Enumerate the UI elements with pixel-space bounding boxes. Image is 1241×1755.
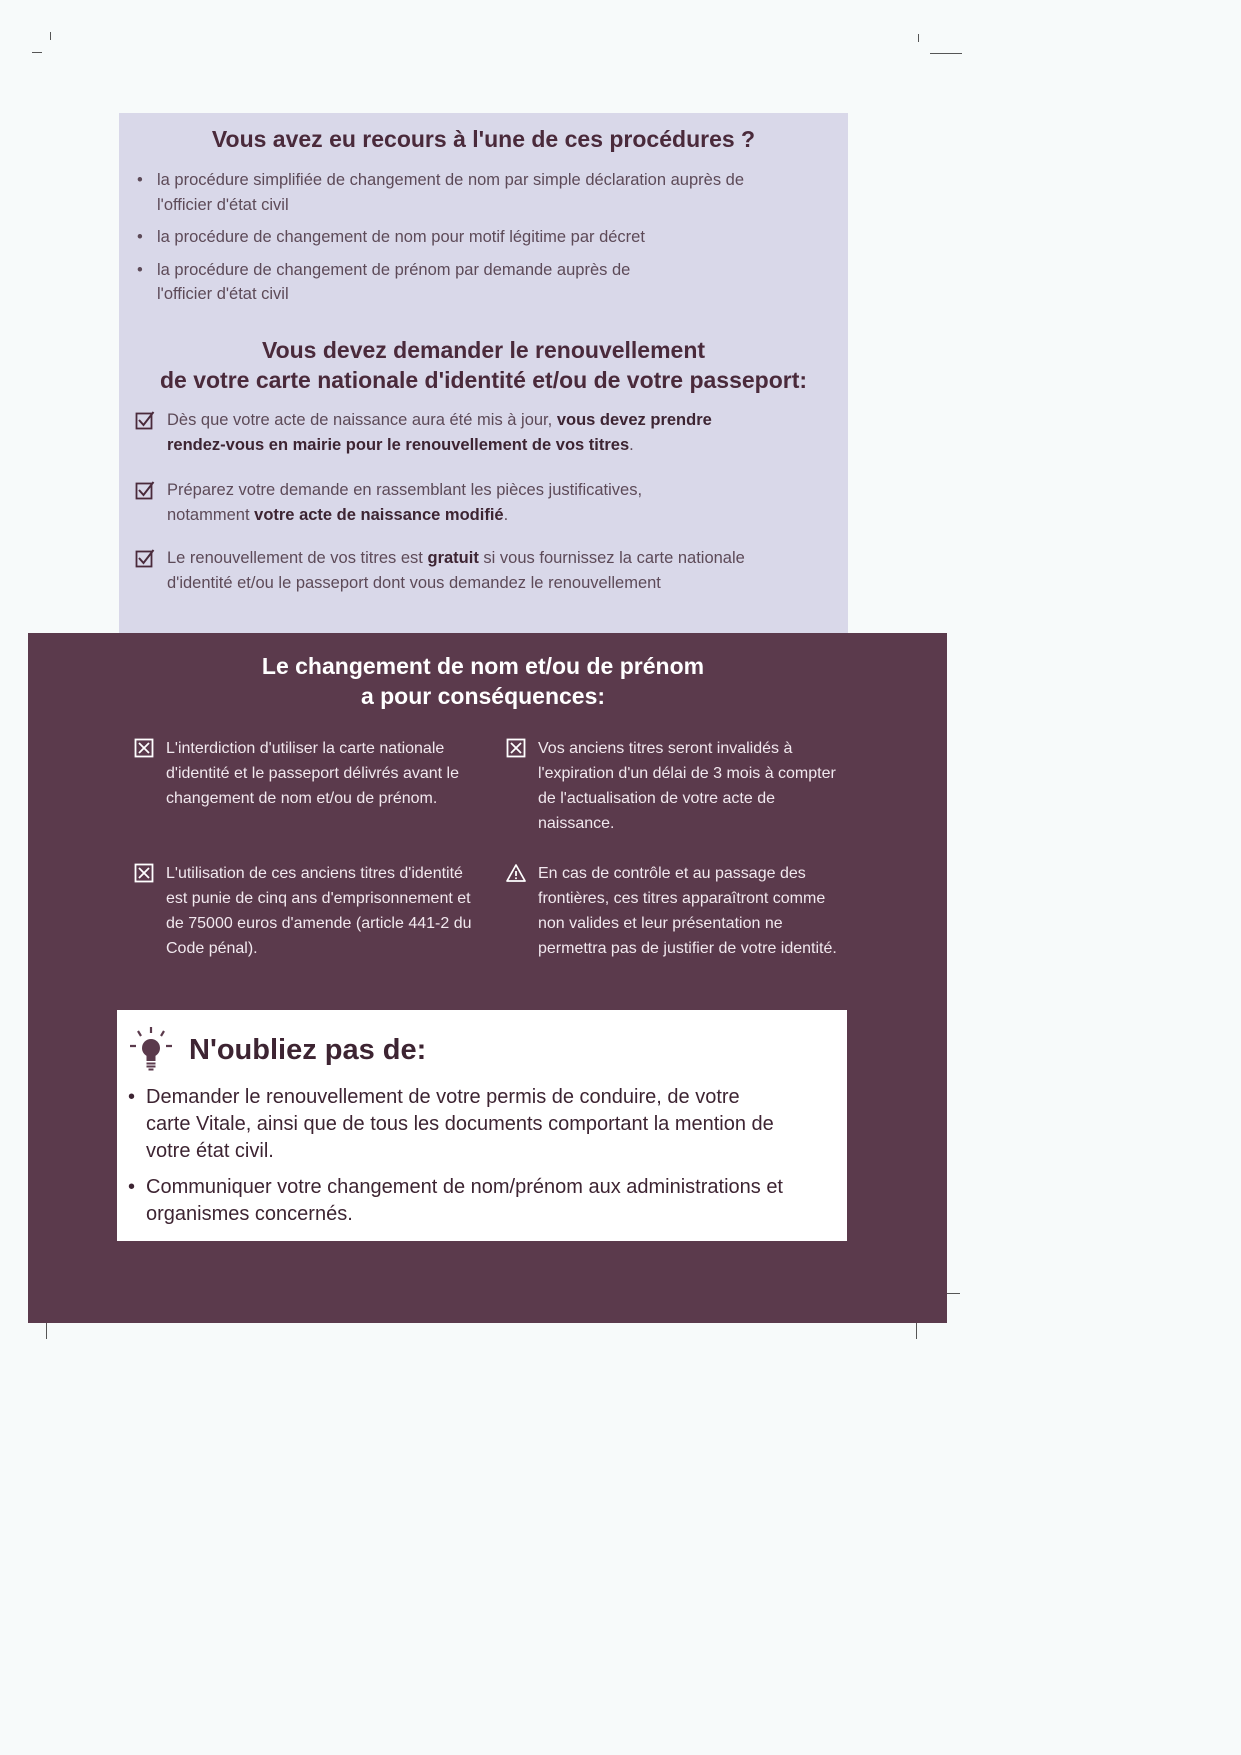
crop-mark <box>930 53 962 54</box>
consequences-title: Le changement de nom et/ou de prénom a pour conséquences: <box>261 653 705 709</box>
lightbulb-icon <box>126 1024 176 1074</box>
crop-mark <box>918 34 919 42</box>
list-item: • la procédure simplifiée de changement de nom par simple déclaration auprès de l'officier d'état civil <box>137 171 745 214</box>
crop-mark <box>50 32 51 40</box>
list-item: • la procédure de changement de prénom par demande auprès de l'officier d'état civil <box>137 260 631 303</box>
list-item: • la procédure de changement de nom pour motif légitime par décret <box>137 228 645 246</box>
checked-box-icon <box>135 480 155 500</box>
procedures-list <box>137 168 797 307</box>
checked-box-icon <box>135 410 155 430</box>
crop-mark <box>32 52 42 53</box>
consequence-item-2: Vos anciens titres seront invalidés à l'expiration d'un délai de 3 mois à compter de l'actualisation de votre acte de naissance. <box>506 736 841 836</box>
renewal-item-2: Préparez votre demande en rassemblant les pièces justificatives, notamment votre acte de naissance modifié. <box>135 478 695 527</box>
list-item: • Demander le renouvellement de votre permis de conduire, de votre carte Vitale, ainsi que de tous les documents comportant la mention de votre état civil. <box>128 1086 774 1162</box>
consequence-item-1: L'interdiction d'utiliser la carte nationale d'identité et le passeport délivrés avant le changement de nom et/ou de prénom. <box>134 736 479 811</box>
renewal-item-1: Dès que votre acte de naissance aura été mis à jour, vous devez prendre rendez-vous en mairie pour le renouvellement de vos titres. <box>135 408 775 457</box>
renewal-title: Vous devez demander le renouvellement de votre carte nationale d'identité et/ou de votre passeport: <box>159 337 808 393</box>
reminder-list <box>128 1084 838 1228</box>
crossed-box-icon <box>134 738 154 758</box>
checked-box-icon <box>135 548 155 568</box>
procedures-title: Vous avez eu recours à l'une de ces procédures ? <box>211 126 756 152</box>
crossed-box-icon <box>134 863 154 883</box>
warning-triangle-icon <box>506 863 526 883</box>
consequence-item-4: En cas de contrôle et au passage des frontières, ces titres apparaîtront comme non valides et leur présentation ne permettra pas de justifier de votre identité. <box>506 861 841 961</box>
consequence-item-3: L'utilisation de ces anciens titres d'identité est punie de cinq ans d'emprisonnement et de 75000 euros d'amende (article 441-2 du Code pénal). <box>134 861 484 961</box>
reminder-title: N'oubliez pas de: <box>189 1034 427 1066</box>
crossed-box-icon <box>506 738 526 758</box>
list-item: • Communiquer votre changement de nom/prénom aux administrations et organismes concernés. <box>128 1176 783 1225</box>
renewal-item-3: Le renouvellement de vos titres est gratuit si vous fournissez la carte nationale d'identité et/ou le passeport dont vous demandez le renouvellement <box>135 546 795 595</box>
